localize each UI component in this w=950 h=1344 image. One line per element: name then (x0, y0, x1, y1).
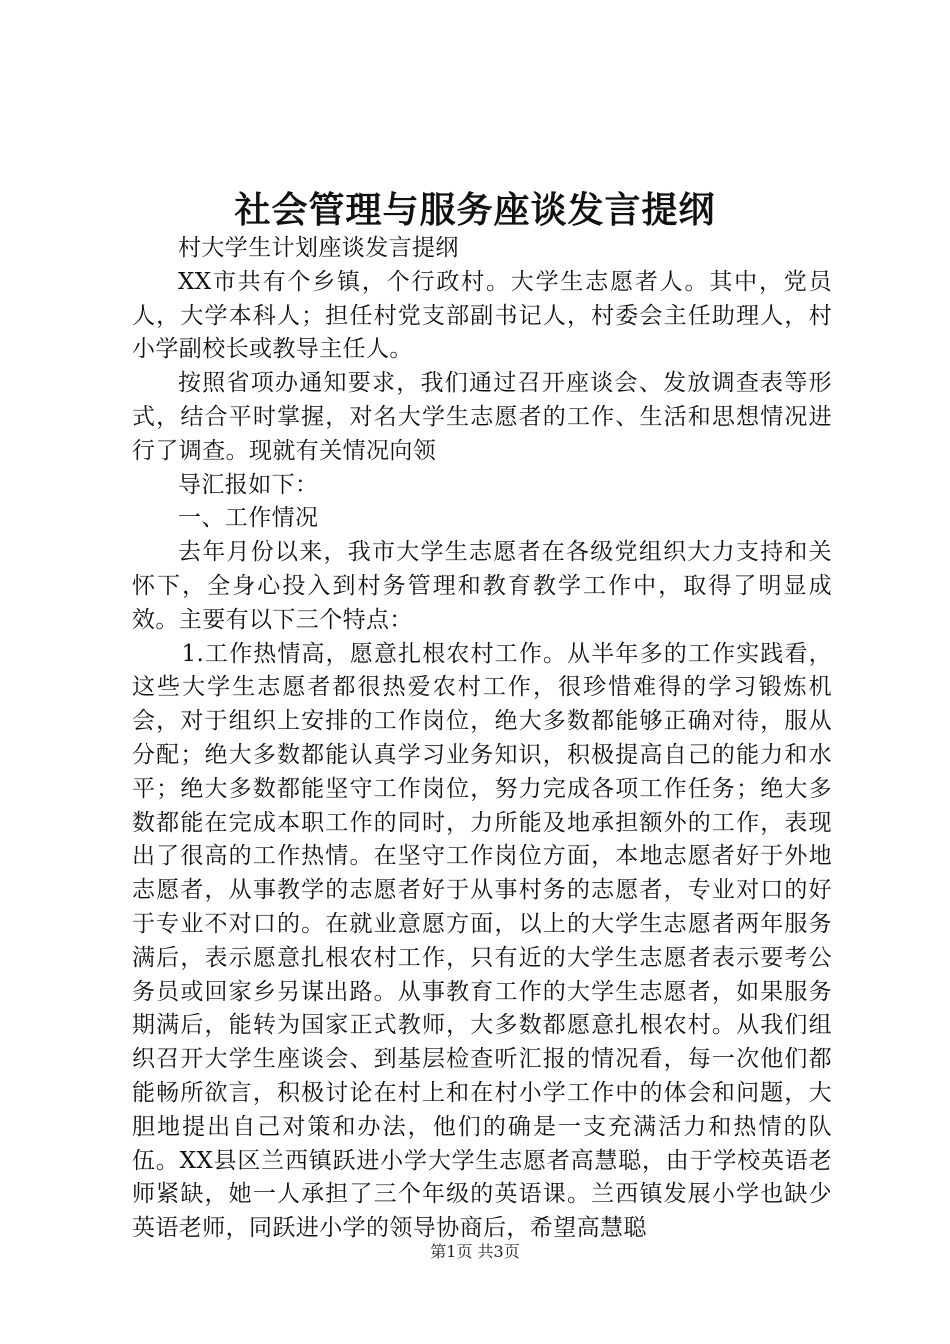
paragraph-point-1: 1.工作热情高，愿意扎根农村工作。从半年多的工作实践看，这些大学生志愿者都很热爱农村工作，很珍惜难得的学习锻炼机会，对于组织上安排的工作岗位，绝大多数都能够正确对待，服从分配；绝大多数都能认真学习业务知识，积极提高自己的能力和水平；绝大多数都能坚守工作岗位，努力完成各项工作任务；绝大多数都能在完成本职工作的同时，力所能及地承担额外的工作，表现出了很高的工作热情。在坚守工作岗位方面，本地志愿者好于外地志愿者，从事教学的志愿者好于从事村务的志愿者，专业对口的好于专业不对口的。在就业意愿方面，以上的大学生志愿者两年服务满后，表示愿意扎根农村工作，只有近的大学生志愿者表示要考公务员或回家乡另谋出路。从事教育工作的大学生志愿者，如果服务期满后，能转为国家正式教师，大多数都愿意扎根农村。从我们组织召开大学生座谈会、到基层检查听汇报的情况看，每一次他们都能畅所欲言，积极讨论在村上和在村小学工作中的体会和问题，大胆地提出自己对策和办法，他们的确是一支充满活力和热情的队伍。XX县区兰西镇跃进小学大学生志愿者高慧聪，由于学校英语老师紧缺，她一人承担了三个年级的英语课。兰西镇发展小学也缺少英语老师，同跃进小学的领导协商后，希望高慧聪 (132, 640, 832, 1242)
paragraph-overview: XX市共有个乡镇，个行政村。大学生志愿者人。其中，党员人，大学本科人；担任村党支部副书记人，村委会主任助理人，村小学副校长或教导主任人。 (132, 268, 832, 363)
paragraph-report-intro: 导汇报如下： (178, 471, 319, 498)
document-body (132, 232, 832, 1246)
paragraph-survey: 按照省项办通知要求，我们通过召开座谈会、发放调查表等形式，结合平时掌握，对名大学生志愿者的工作、生活和思想情况进行了调查。现就有关情况向领 (132, 370, 832, 464)
document-title: 社会管理与服务座谈发言提纲 (234, 189, 716, 231)
paragraph-work-summary: 去年月份以来，我市大学生志愿者在各级党组织大力支持和关怀下，全身心投入到村务管理和教育教学工作中，取得了明显成效。主要有以下三个特点： (132, 539, 832, 633)
section-heading-work: 一、工作情况 (178, 505, 319, 532)
page-footer: 第1页 共3页 (430, 1242, 520, 1261)
paragraph-subtitle: 村大学生计划座谈发言提纲 (178, 235, 459, 261)
